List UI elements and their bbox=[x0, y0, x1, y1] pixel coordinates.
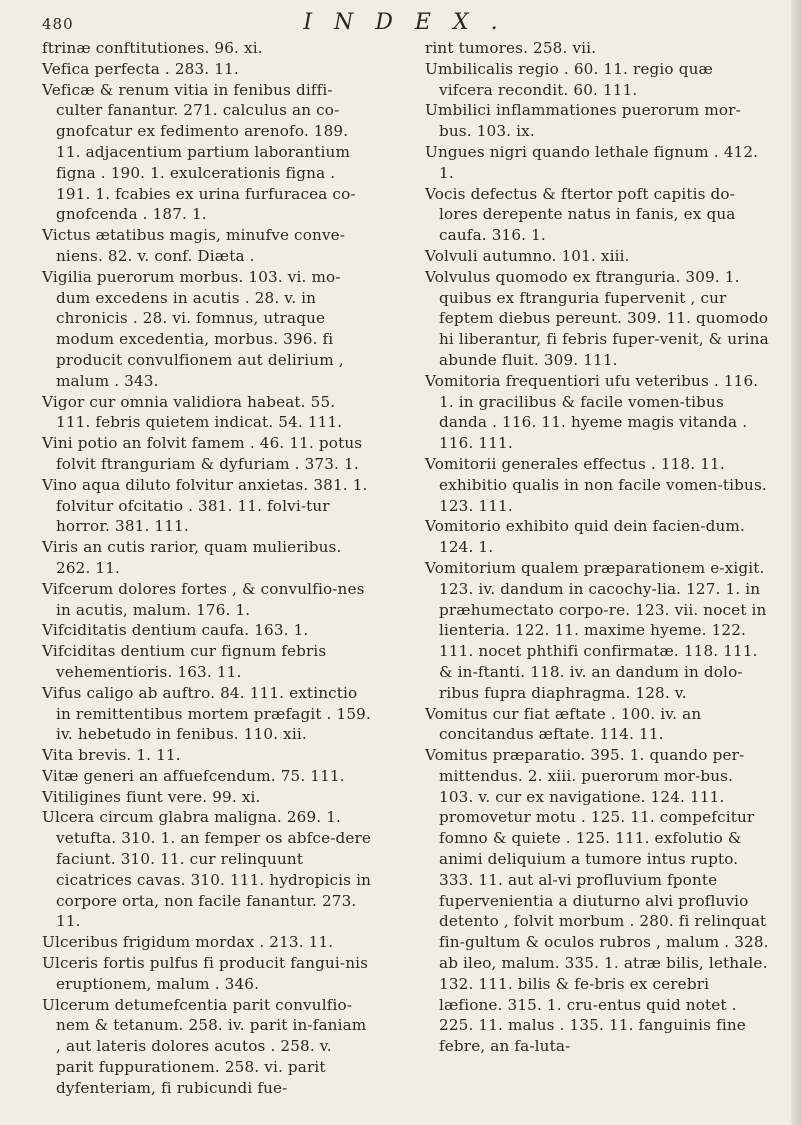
index-entry: Vomitus cur fiat æftate . 100. iv. an concitandus æftate. 114. 11. bbox=[425, 704, 702, 744]
running-title: INDEX. bbox=[303, 10, 520, 35]
index-entry: Umbilici inflammationes puerorum mor-bus. 103. ix. bbox=[425, 101, 741, 141]
index-entry: Vomitorii generales effectus . 118. 11. exhibitio qualis in non facile vomen-tibus. 123. 111. bbox=[425, 454, 767, 515]
page-edge-shadow bbox=[791, 0, 801, 1125]
index-entry: Umbilicalis regio . 60. 11. regio quæ vifcera recondit. 60. 111. bbox=[425, 59, 713, 99]
index-entry: ftrinæ conftitutiones. 96. xi. bbox=[42, 39, 263, 57]
index-entry: Vefica perfecta . 283. 11. bbox=[42, 59, 239, 78]
index-entry: Volvuli autumno. 101. xiii. bbox=[425, 246, 630, 265]
index-entry: Ulceris fortis pulfus fi producit fangui-nis eruptionem, malum . 346. bbox=[42, 954, 369, 993]
index-entry: Volvulus quomodo ex ftranguria. 309. 1. quibus ex ftranguria fupervenit , cur feptem diebus pereunt. 309. 11. quomodo hi liberantur, fi febris fuper-venit, & urina abunde fluit. 309. 111. bbox=[425, 267, 769, 369]
page-header bbox=[0, 10, 801, 40]
index-entry: Vitæ generi an affuefcendum. 75. 111. bbox=[42, 766, 345, 785]
right-index-column bbox=[425, 38, 770, 1057]
index-entry: Vomitus præparatio. 395. 1. quando per-mittendus. 2. xiii. puerorum mor-bus. 103. v. cur ex navigatione. 124. 111. promovetur motu . 125. 11. compefcitur fomno & quiete . 125. 111. exfolutio & animi deliquium a tumore intus rupto. 333. 11. aut al-vi profluvium fponte fupervenientia a diuturno alvi profluvio detento , folvit morbum . 280. fi relinquat fin-gultum & oculos rubros , malum . 328. ab ileo, malum. 335. 1. atræ bilis, lethale. 132. 111. bilis & fe-bris ex cerebri læfione. 315. 1. cru-entus quid notet . 225. 11. malus . 135. 11. fanguinis fine febre, an fa-luta- bbox=[425, 746, 769, 1056]
index-entry: Vifus caligo ab auftro. 84. 111. extinctio in remittentibus mortem præfagit . 159. iv. hebetudo in fenibus. 110. xii. bbox=[42, 683, 371, 744]
index-entry: Vifcerum dolores fortes , & convulfio-nes in acutis, malum. 176. 1. bbox=[42, 579, 365, 619]
index-entry: Vifciditatis dentium caufa. 163. 1. bbox=[42, 621, 309, 640]
index-entry: Vitiligines fiunt vere. 99. xi. bbox=[42, 787, 261, 806]
index-entry: Vifciditas dentium cur fignum febris vehementioris. 163. 11. bbox=[42, 642, 327, 681]
index-entry: Vigor cur omnia validiora habeat. 55. 111. febris quietem indicat. 54. 111. bbox=[42, 392, 343, 432]
index-entry: Vino aqua diluto folvitur anxietas. 381. 1. folvitur ofcitatio . 381. 11. folvi-tur horror. 381. 111. bbox=[42, 475, 368, 536]
index-entry: Viris an cutis rarior, quam mulieribus. 262. 11. bbox=[42, 538, 342, 577]
index-entry: Ulcerum detumefcentia parit convulfio-nem & tetanum. 258. iv. parit in-faniam , aut lateris dolores acutos . 258. v. parit fuppurationem. 258. vi. parit dyfenteriam, fi rubicundi fue- bbox=[42, 995, 367, 1097]
page-number: 480 bbox=[42, 15, 74, 33]
index-entry: Ungues nigri quando lethale fignum . 412. 1. bbox=[425, 142, 759, 182]
index-entry: Veficæ & renum vitia in fenibus diffi-culter fanantur. 271. calculus an co-gnofcatur ex fedimento arenofo. 189. 11. adjacentium partium laborantium figna . 190. 1. exulcerationis figna . 191. 1. fcabies ex urina furfuracea co-gnofcenda . 187. 1. bbox=[42, 80, 356, 224]
index-entry: Vomitorium qualem præparationem e-xigit. 123. iv. dandum in cacochy-lia. 127. 1. in præhumectato corpo-re. 123. vii. nocet in lienteria. 122. 11. maxime hyeme. 122. 111. nocet phthifi confirmatæ. 118. 111. & in-ftanti. 118. iv. an dandum in dolo-ribus fupra diaphragma. 128. v. bbox=[425, 558, 767, 702]
index-entry: Vini potio an folvit famem . 46. 11. potus folvit ftranguriam & dyfuriam . 373. 1. bbox=[42, 434, 363, 473]
left-index-column bbox=[42, 38, 372, 1099]
index-entry: rint tumores. 258. vii. bbox=[425, 39, 597, 57]
index-entry: Vita brevis. 1. 11. bbox=[42, 746, 181, 765]
index-entry: Ulceribus frigidum mordax . 213. 11. bbox=[42, 933, 334, 952]
index-entry: Vomitorio exhibito quid dein facien-dum. 124. 1. bbox=[425, 517, 745, 557]
index-entry: Vigilia puerorum morbus. 103. vi. mo-dum excedens in acutis . 28. v. in chronicis . 28. vi. fomnus, utraque modum excedentia, morbus. 396. fi producit convulfionem aut delirium , malum . 343. bbox=[42, 267, 344, 390]
index-entry: Vocis defectus & ftertor poft capitis do-lores derepente natus in fanis, ex qua caufa. 316. 1. bbox=[425, 184, 736, 245]
index-entry: Vomitoria frequentiori ufu veteribus . 116. 1. in gracilibus & facile vomen-tibus danda . 116. 11. hyeme magis vitanda . 116. 111. bbox=[425, 371, 759, 453]
index-entry: Victus ætatibus magis, minufve conve-niens. 82. v. conf. Diæta . bbox=[42, 226, 346, 265]
index-entry: Ulcera circum glabra maligna. 269. 1. vetufta. 310. 1. an femper os abfce-dere faciunt. 310. 11. cur relinquunt cicatrices cavas. 310. 111. hydropicis in corpore orta, non facile fanantur. 273. 11. bbox=[42, 808, 372, 931]
